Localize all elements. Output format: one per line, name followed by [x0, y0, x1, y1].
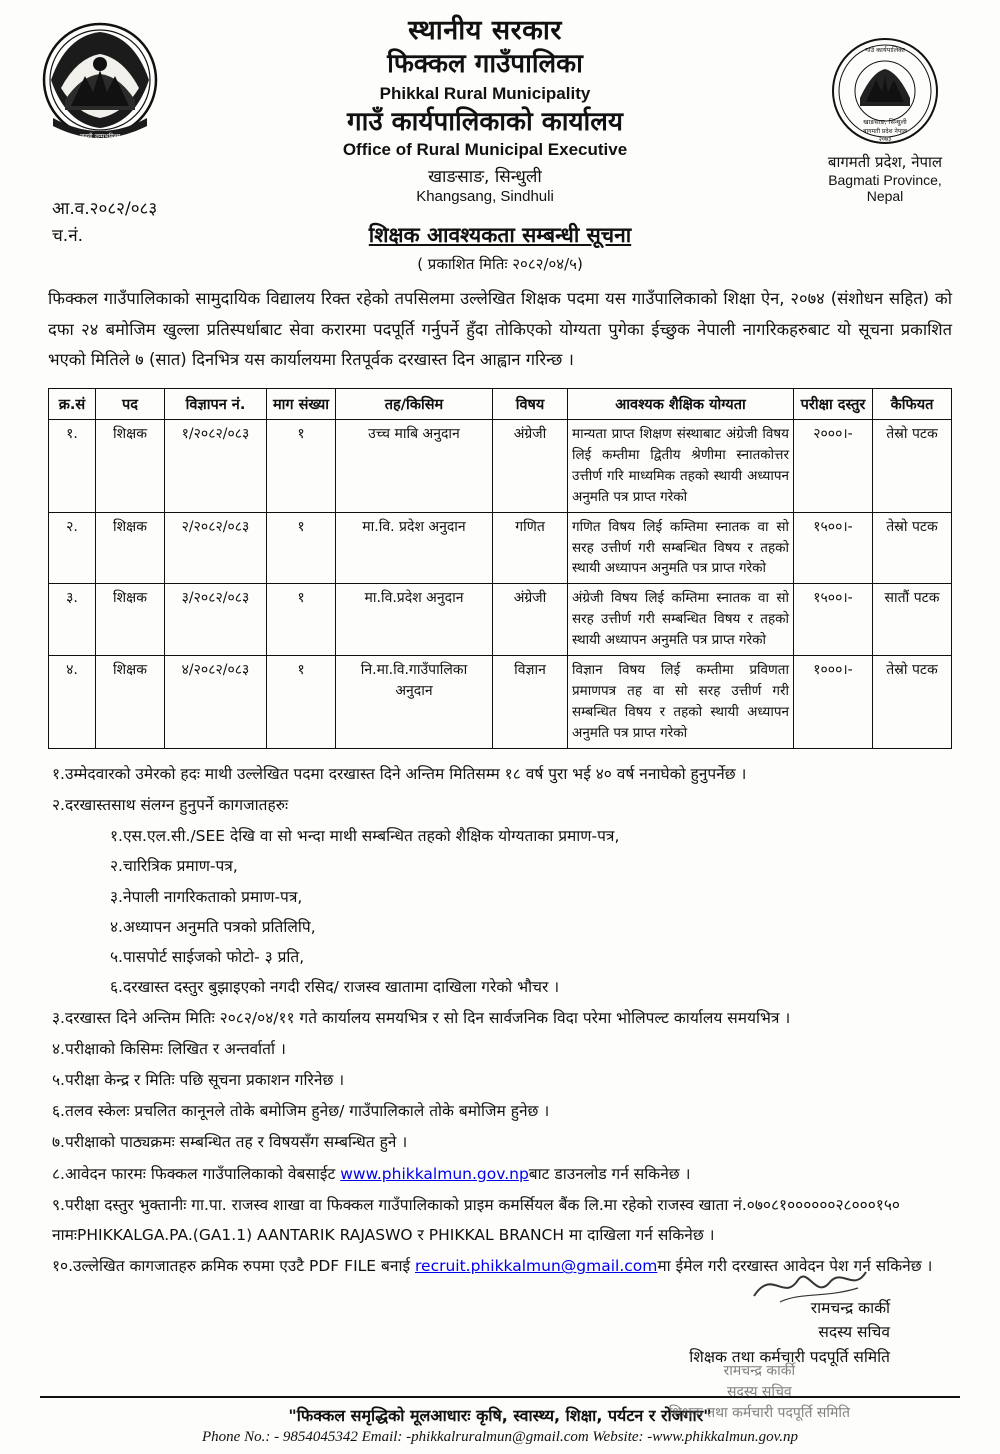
cell-ad-no: ४/२०८२/०८३ [165, 656, 267, 749]
header-right [810, 10, 960, 204]
cell-post: शिक्षक [96, 656, 165, 749]
th-count: माग संख्या [267, 388, 336, 419]
cell-qualification: विज्ञान विषय लिई कम्तीमा प्रविणता प्रमाणपत्र तह वा सो सरह उत्तीर्ण गरी सम्बन्धित विषय र तहको स्थायी अध्यापन अनुमति पत्र प्राप्त गरेको [568, 656, 794, 749]
svg-text:गाउँ कार्यपालिका: गाउँ कार्यपालिका [865, 46, 905, 54]
th-remark: कैफियत [873, 388, 952, 419]
note-fee-payment: ९.परीक्षा दस्तुर भुक्तानीः गा.पा. राजस्व शाखा वा फिक्कल गाउँपालिकाको प्राइम कमर्सियल बैंक लि.मा रहेको राजस्व खाता नं.०७०८१००००००२८०००१५० नामःPHIKKALGA.PA.(GA1.1) AANTARIK RAJASWO र PHIKKAL BRANCH मा दाखिला गर्न सकिनेछ । [52, 1195, 900, 1245]
cell-ad-no: २/२०८२/०८३ [165, 512, 267, 584]
svg-text:बागमती प्रदेश नेपाल: बागमती प्रदेश नेपाल [863, 128, 907, 135]
document-item: २.चारित्रिक प्रमाण-पत्र, [110, 857, 238, 876]
th-level: तह/किसिम [336, 388, 493, 419]
document-item: ३.नेपाली नागरिकताको प्रमाण-पत्र, [110, 887, 303, 906]
table-row [49, 656, 952, 749]
website-link[interactable]: www.phikkalmun.gov.np [340, 1164, 529, 1183]
cell-fee: २०००।- [794, 419, 873, 512]
note-application-form [52, 1159, 952, 1189]
signatory-committee: शिक्षक तथा कर्मचारी पदपूर्ति समिति [689, 1348, 890, 1367]
note-syllabus: ७.परीक्षाको पाठ्यक्रमः सम्बन्धित तह र विषयसँग सम्बन्धित हुने । [52, 1133, 408, 1152]
cell-subject: अंग्रेजी [493, 584, 568, 656]
cell-count: १ [267, 419, 336, 512]
document-item: १.एस.एल.सी./SEE देखि वा सो भन्दा माथी सम्बन्धित तहको शैक्षिक योग्यताका प्रमाण-पत्र, [110, 827, 620, 846]
note-form-prefix: ८.आवेदन फारमः फिक्कल गाउँपालिकाको वेबसाईट [52, 1164, 341, 1183]
office-seal-icon [830, 36, 940, 146]
note-deadline: ३.दरखास्त दिने अन्तिम मितिः २०८२/०४/११ गते कार्यालय समयभित्र र सो दिन सार्वजनिक विदा परेमा भोलिपल्ट कार्यालय समयभित्र । [52, 1008, 791, 1027]
table-row [49, 512, 952, 584]
ghost-committee: शिक्षक तथा कर्मचारी पदपूर्ति समिति [668, 1405, 850, 1421]
th-subject: विषय [493, 388, 568, 419]
cell-fee: १५००।- [794, 512, 873, 584]
signatory-post: सदस्य सचिव [818, 1323, 890, 1342]
cell-remark: सातौं पटक [873, 584, 952, 656]
fiscal-year: आ.व.२०८२/०८३ [52, 199, 158, 219]
province-en: Bagmati Province, Nepal [828, 172, 942, 204]
document-item: ४.अध्यापन अनुमति पत्रको प्रतिलिपि, [110, 917, 316, 936]
cell-level: नि.मा.वि.गाउँपालिका अनुदान [336, 656, 493, 749]
cell-ad-no: ३/२०८२/०८३ [165, 584, 267, 656]
signatory-name: रामचन्द्र कार्की [810, 1298, 890, 1317]
signature-overlap-text [669, 1361, 850, 1424]
published-date: ( प्रकाशित मितिः २०८२/०४/५) [417, 255, 583, 274]
document-item: ६.दरखास्त दस्तुर बुझाइएको नगदी रसिद/ राजस्व खातामा दाखिला गरेको भौचर । [110, 978, 560, 997]
note-email-suffix: मा ईमेल गरी दरखास्त आवेदन पेश गर्न सकिनेछ । [657, 1257, 933, 1276]
nepal-emblem-icon [40, 10, 160, 168]
note-exam-center: ५.परीक्षा केन्द्र र मितिः पछि सूचना प्रकाशन गरिनेछ । [52, 1070, 345, 1089]
en-line1: Phikkal Rural Municipality [379, 83, 591, 103]
cell-qualification: गणित विषय लिई कम्तिमा स्नातक वा सो सरह उत्तीर्ण गरी सम्बन्धित विषय र तहको स्थायी अध्यापन अनुमति पत्र प्राप्त गरेको [568, 512, 794, 584]
th-qualification: आवश्यक शैक्षिक योग्यता [568, 388, 794, 419]
cell-level: मा.वि.प्रदेश अनुदान [336, 584, 493, 656]
footer-slogan: "फिक्कल समृद्धिको मूलआधारः कृषि, स्वास्थ्य, शिक्षा, पर्यटन र रोजगार" [288, 1406, 712, 1425]
note-form-suffix: बाट डाउनलोड गर्न सकिनेछ । [528, 1164, 691, 1183]
ghost-name: रामचन्द्र कार्की [723, 1363, 796, 1379]
table-header-row [49, 388, 952, 419]
page-title: शिक्षक आवश्यकता सम्बन्धी सूचना [368, 223, 632, 248]
cell-remark: तेस्रो पटक [873, 419, 952, 512]
cell-qualification: अंग्रेजी विषय लिई कम्तिमा स्नातक वा सो सरह उत्तीर्ण गरी सम्बन्धित विषय र तहको स्थायी अध्यापन अनुमति पत्र प्राप्त गरेको [568, 584, 794, 656]
cell-count: १ [267, 656, 336, 749]
svg-text:खाङसाङ, सिन्धुली: खाङसाङ, सिन्धुली [863, 118, 907, 126]
cell-level: उच्च माबि अनुदान [336, 419, 493, 512]
cell-qualification: मान्यता प्राप्त शिक्षण संस्थाबाट अंग्रेजी विषय लिई कम्तीमा द्वितीय श्रेणीमा स्नातकोत्तर उत्तीर्ण गरि माध्यमिक तहको स्थायी अध्यापन अनुमति पत्र प्राप्त गरेको [568, 419, 794, 512]
document-header [0, 0, 1000, 205]
cell-fee: १०००।- [794, 656, 873, 749]
document-item: ५.पासपोर्ट साईजको फोटो- ३ प्रति, [110, 948, 305, 967]
cell-sn: ४. [49, 656, 96, 749]
notes-section [52, 759, 952, 1282]
note-age: १.उम्मेदवारको उमेरको हदः माथी उल्लेखित पदमा दरखास्त दिने अन्तिम मितिसम्म १८ वर्ष पुरा भई ४० वर्ष ननाघेको हुनुपर्नेछ । [52, 764, 747, 783]
cell-fee: १५००।- [794, 584, 873, 656]
en-address: Khangsang, Sindhuli [416, 188, 554, 206]
note-documents-heading: २.दरखास्तसाथ संलग्न हुनुपर्ने कागजातहरुः [52, 796, 289, 815]
email-link[interactable]: recruit.phikkalmun@gmail.com [415, 1257, 658, 1276]
ref-number: च.नं. [52, 226, 84, 247]
cell-subject: अंग्रेजी [493, 419, 568, 512]
note-exam-type: ४.परीक्षाको किसिमः लिखित र अन्तर्वार्ता । [52, 1039, 286, 1058]
cell-subject: गणित [493, 512, 568, 584]
cell-sn: ३. [49, 584, 96, 656]
cell-post: शिक्षक [96, 512, 165, 584]
cell-sn: २. [49, 512, 96, 584]
province-np: बागमती प्रदेश, नेपाल [827, 153, 943, 171]
en-line2: Office of Rural Municipal Executive [342, 140, 628, 160]
np-address: खाङसाङ, सिन्धुली [428, 167, 542, 188]
svg-text:जननी जन्मभूमिश्च: जननी जन्मभूमिश्च [79, 133, 121, 140]
cell-remark: तेस्रो पटक [873, 656, 952, 749]
cell-sn: १. [49, 419, 96, 512]
np-line1: स्थानीय सरकार [408, 15, 562, 46]
intro-paragraph: फिक्कल गाउँपालिकाको सामुदायिक विद्यालय रिक्त रहेको तपसिलमा उल्लेखित शिक्षक पदमा यस गाउँपालिकाको शिक्षा ऐन, २०७४ (संशोधन सहित) को दफा २४ बमोजिम खुल्ला प्रतिस्पर्धाबाट सेवा करारमा पदपूर्ति गर्नुपर्ने हुँदा तोकिएको योग्यता पुगेका ईच्छुक नेपाली नागरिकहरुबाट यो सूचना प्रकाशित भएको मितिले ७ (सात) दिनभित्र यस कार्यालयमा रितपूर्वक दरखास्त दिन आह्वान गरिन्छ । [48, 289, 952, 370]
cell-post: शिक्षक [96, 419, 165, 512]
vacancy-table [48, 388, 952, 749]
cell-level: मा.वि. प्रदेश अनुदान [336, 512, 493, 584]
cell-count: १ [267, 584, 336, 656]
th-post: पद [96, 388, 165, 419]
note-salary: ६.तलव स्केलः प्रचलित कानूनले तोके बमोजिम हुनेछ/ गाउँपालिकाले तोके बमोजिम हुनेछ । [52, 1102, 550, 1121]
handwritten-signature-icon [750, 1262, 870, 1306]
np-line3: गाउँ कार्यपालिकाको कार्यालय [347, 106, 623, 137]
th-fee: परीक्षा दस्तुर [794, 388, 873, 419]
signature-block [0, 1296, 1000, 1370]
svg-text:२०७३: २०७३ [878, 136, 892, 143]
cell-count: १ [267, 512, 336, 584]
document-footer [0, 1396, 1000, 1446]
cell-subject: विज्ञान [493, 656, 568, 749]
table-row [49, 584, 952, 656]
cell-remark: तेस्रो पटक [873, 512, 952, 584]
header-titles [160, 10, 810, 205]
note-email-prefix: १०.उल्लेखित कागजातहरु क्रमिक रुपमा एउटै PDF FILE बनाई [52, 1257, 415, 1276]
table-row [49, 419, 952, 512]
cell-post: शिक्षक [96, 584, 165, 656]
th-sn: क्र.सं [49, 388, 96, 419]
cell-ad-no: १/२०८२/०८३ [165, 419, 267, 512]
footer-contact: Phone No.: - 9854045342 Email: -phikkalruralmun@gmail.com Website: -www.phikkalmun.gov.np [202, 1429, 798, 1445]
ghost-post: सदस्य सचिव [727, 1384, 792, 1400]
th-ad-no: विज्ञापन नं. [165, 388, 267, 419]
document-meta [52, 196, 157, 250]
np-line2: फिक्कल गाउँपालिका [387, 48, 583, 79]
